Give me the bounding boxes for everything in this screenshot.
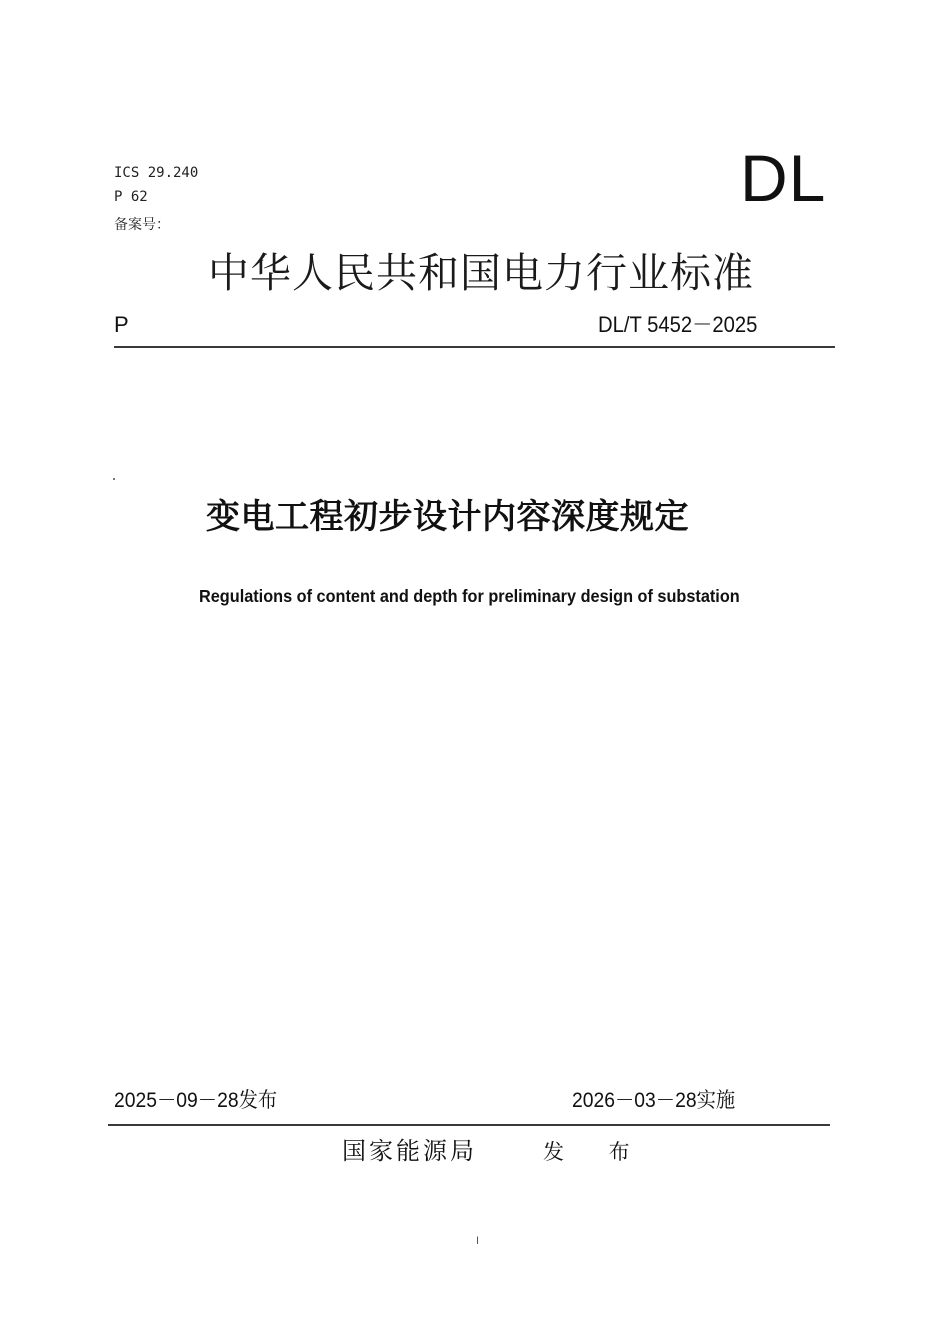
issue-label: 发 布 bbox=[543, 1140, 649, 1164]
ics-code: ICS 29.240 bbox=[114, 165, 199, 181]
dl-logo: DL bbox=[740, 141, 827, 215]
ccs-code: P 62 bbox=[114, 189, 148, 205]
header-divider bbox=[114, 346, 835, 348]
standard-number: DL/T 5452－2025 bbox=[598, 312, 758, 337]
page-number: I bbox=[476, 1235, 480, 1247]
issuing-authority: 国家能源局 bbox=[342, 1137, 477, 1165]
footer-divider bbox=[108, 1124, 830, 1126]
classification-letter: P bbox=[114, 312, 129, 337]
stray-dot bbox=[113, 478, 115, 480]
document-title-chinese: 变电工程初步设计内容深度规定 bbox=[206, 497, 689, 537]
issue-date: 2025－09－28发布 bbox=[114, 1089, 278, 1112]
record-number-label: 备案号： bbox=[114, 217, 170, 233]
industry-standard-title: 中华人民共和国电力行业标准 bbox=[208, 249, 754, 297]
document-title-english: Regulations of content and depth for preliminary design of substation bbox=[199, 586, 740, 606]
effective-date: 2026－03－28实施 bbox=[572, 1089, 736, 1112]
